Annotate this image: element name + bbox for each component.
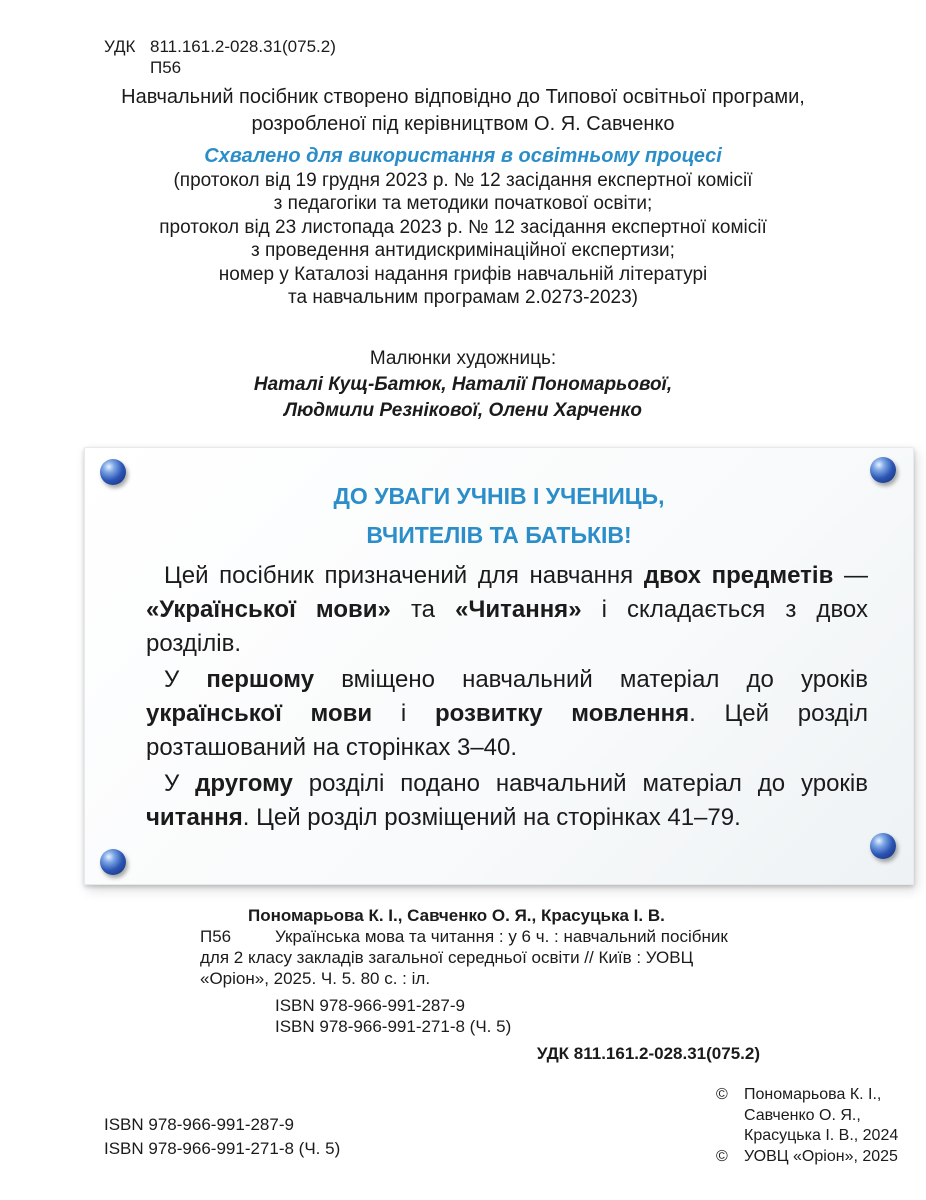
copyright-block	[716, 1085, 898, 1167]
notice-card	[84, 447, 914, 885]
bibliographic-record	[200, 905, 770, 1064]
approval-line: з проведення антидискримінаційної експертизи;	[251, 240, 675, 261]
bottom-isbn-block	[104, 1113, 340, 1161]
approval-heading: Схвалено для використання в освітньому процесі	[204, 145, 722, 167]
copyright-publisher-text: УОВЦ «Оріон», 2025	[744, 1147, 898, 1165]
biblio-code: П56	[200, 927, 232, 946]
pin-icon	[870, 833, 896, 859]
biblio-desc-line-3: «Оріон», 2025. Ч. 5. 80 с. : іл.	[200, 969, 431, 988]
biblio-udk: УДК 811.161.2-028.31(075.2)	[536, 1044, 760, 1063]
artists-line-1: Наталі Кущ-Батюк, Наталії Пономарьової,	[253, 374, 673, 395]
udk-block	[104, 36, 336, 78]
notice-paragraph-1: Цей посібник призначений для навчання двох предметів — «Української мови» та «Читання» і складається з двох розділів.	[146, 562, 869, 657]
biblio-authors: Пономарьова К. І., Савченко О. Я., Красуцька І. В.	[248, 906, 665, 925]
biblio-isbn-1: ISBN 978-966-991-287-9	[275, 996, 465, 1015]
pin-icon	[100, 849, 126, 875]
approval-line: з педагогіки та методики початкової освіти;	[273, 193, 653, 214]
approval-line: протокол від 23 листопада 2023 р. № 12 засідання експертної комісії	[159, 216, 767, 238]
pin-icon	[870, 457, 896, 483]
approval-line: та навчальним програмам 2.0273-2023)	[287, 287, 639, 308]
notice-body	[146, 559, 868, 835]
udk-code: 811.161.2-028.31(075.2)	[150, 37, 336, 56]
notice-title-line-2: ВЧИТЕЛІВ ТА БАТЬКІВ!	[366, 522, 632, 548]
biblio-entry	[200, 926, 770, 947]
intro-line-2: розробленої під керівництвом О. Я. Савченко	[251, 113, 675, 135]
copyright-publisher	[716, 1147, 898, 1168]
copyright-author-2: Савченко О. Я.,	[744, 1106, 861, 1124]
intro-block	[0, 84, 926, 138]
copyright-icon: ©	[716, 1086, 728, 1103]
illustrations-label: Малюнки художниць:	[369, 348, 557, 369]
notice-title-line-1: ДО УВАГИ УЧНІВ І УЧЕНИЦЬ,	[333, 483, 665, 509]
bottom-isbn-2: ISBN 978-966-991-271-8 (Ч. 5)	[104, 1139, 341, 1158]
udk-label: УДК	[104, 37, 136, 56]
approval-line: (протокол від 19 грудня 2023 р. № 12 засідання експертної комісії	[173, 169, 753, 191]
biblio-desc-line-1: Українська мова та читання : у 6 ч. : навчальний посібник	[275, 927, 728, 946]
notice-paragraph-3: У другому розділі подано навчальний матеріал до уроків читання. Цей розділ розміщений на сторінках 41–79.	[146, 770, 868, 831]
illustrations-block	[0, 346, 926, 424]
copyright-icon: ©	[716, 1147, 728, 1165]
pin-icon	[100, 459, 126, 485]
intro-line-1: Навчальний посібник створено відповідно до Типової освітньої програми,	[121, 86, 805, 108]
notice-paragraph-2: У першому вміщено навчальний матеріал до уроків української мови і розвитку мовлення. Цей розділ розташований на сторінках 3–40.	[146, 666, 869, 761]
approval-block	[0, 145, 926, 310]
bottom-isbn-1: ISBN 978-966-991-287-9	[104, 1115, 294, 1134]
copyright-authors	[716, 1085, 898, 1147]
copyright-author-3: Красуцька І. В., 2024	[744, 1127, 899, 1144]
udk-index: П56	[150, 58, 182, 77]
biblio-desc-line-2: для 2 класу закладів загальної середньої освіти // Київ : УОВЦ	[200, 948, 694, 967]
biblio-isbn-2: ISBN 978-966-991-271-8 (Ч. 5)	[275, 1017, 512, 1036]
copyright-author-1: Пономарьова К. І.,	[744, 1086, 882, 1103]
artists-line-2: Людмили Резнікової, Олени Харченко	[284, 400, 642, 421]
approval-line: номер у Каталозі надання грифів навчальній літературі	[218, 263, 708, 285]
